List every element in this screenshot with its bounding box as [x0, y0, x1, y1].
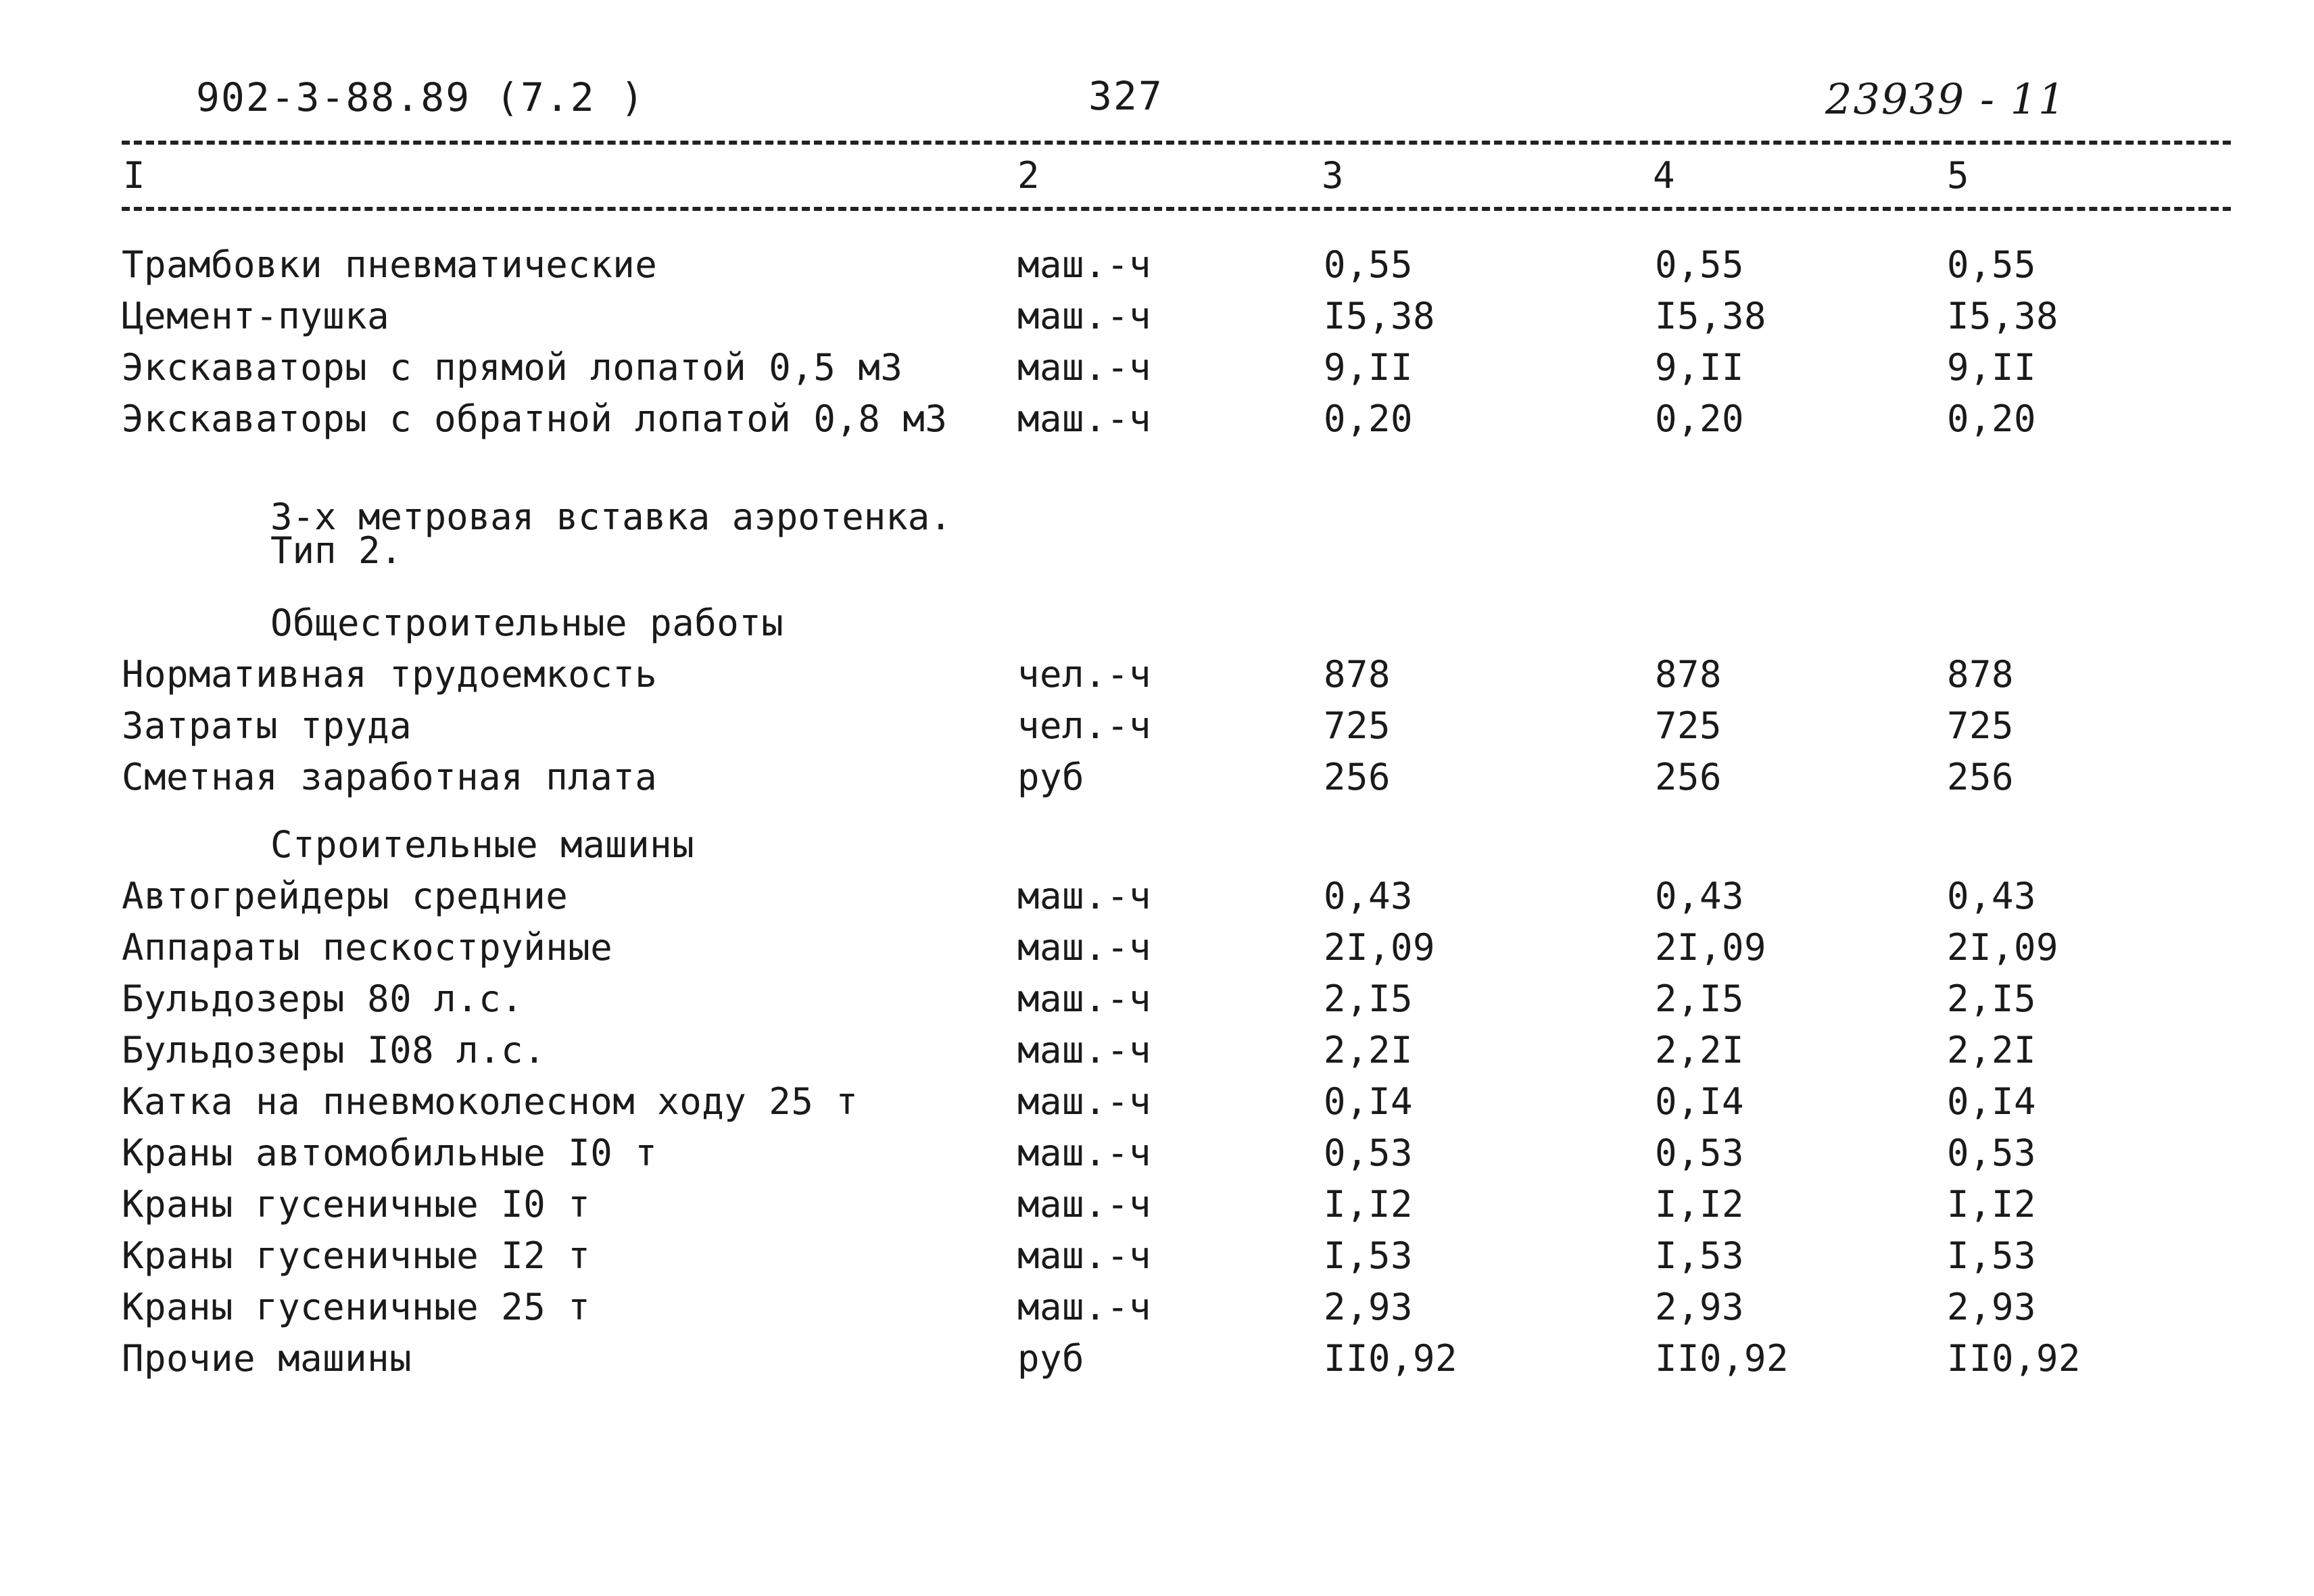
row-unit: маш.-ч	[1017, 243, 1152, 286]
row-unit: маш.-ч	[1017, 1080, 1152, 1123]
row-value-col5: II0,92	[1947, 1337, 2081, 1380]
row-value-col5: 0,20	[1947, 397, 2037, 440]
row-value-col5: 0,I4	[1947, 1080, 2037, 1123]
row-value-col4: 2,2I	[1655, 1029, 1745, 1071]
header-divider-top	[122, 141, 2231, 145]
table-row	[0, 346, 2314, 393]
row-value-col5: 9,II	[1947, 346, 2037, 389]
row-value-col5: 2,93	[1947, 1286, 2037, 1328]
row-name: Краны гусеничные I2 т	[122, 1234, 591, 1277]
handwritten-stamp: 23939 - 11	[1825, 74, 2067, 124]
row-value-col4: 0,I4	[1655, 1080, 1745, 1123]
row-value-col4: 725	[1655, 704, 1722, 747]
row-value-col3: 0,I4	[1324, 1080, 1414, 1123]
row-value-col4: 2,93	[1655, 1286, 1745, 1328]
row-name: Прочие машины	[122, 1337, 412, 1380]
row-value-col3: 2,2I	[1324, 1029, 1414, 1071]
row-name: Автогрейдеры средние	[122, 875, 569, 917]
row-value-col3: II0,92	[1324, 1337, 1458, 1380]
table-row	[0, 926, 2314, 973]
row-value-col4: I5,38	[1655, 295, 1767, 337]
row-value-col3: 9,II	[1324, 346, 1414, 389]
row-unit: маш.-ч	[1017, 977, 1152, 1020]
row-unit: маш.-ч	[1017, 875, 1152, 917]
row-value-col4: 0,20	[1655, 397, 1745, 440]
table-row	[0, 756, 2314, 803]
section-title-line-2: Тип 2.	[270, 529, 403, 572]
row-unit: маш.-ч	[1017, 1132, 1152, 1174]
row-value-col4: 0,43	[1655, 875, 1745, 917]
column-header-4: 4	[1653, 154, 1675, 197]
row-value-col5: I5,38	[1947, 295, 2059, 337]
row-name: Катка на пневмоколесном ходу 25 т	[122, 1080, 859, 1123]
row-unit: маш.-ч	[1017, 1234, 1152, 1277]
row-unit: руб	[1017, 756, 1085, 798]
row-value-col3: 256	[1324, 756, 1391, 798]
column-header-2: 2	[1017, 154, 1040, 197]
table-row	[0, 653, 2314, 700]
table-row	[0, 397, 2314, 445]
table-row	[0, 1080, 2314, 1128]
subsection-title-general-works	[0, 602, 2314, 649]
header-divider-bottom	[122, 207, 2231, 211]
row-value-col4: 9,II	[1655, 346, 1745, 389]
row-unit: руб	[1017, 1337, 1085, 1380]
table-row	[0, 977, 2314, 1025]
subsection-title-text: Строительные машины	[270, 823, 695, 866]
table-row	[0, 1132, 2314, 1179]
row-value-col3: 0,43	[1324, 875, 1414, 917]
row-value-col3: 2,93	[1324, 1286, 1414, 1328]
row-value-col5: 0,53	[1947, 1132, 2037, 1174]
row-unit: маш.-ч	[1017, 295, 1152, 337]
row-name: Аппараты пескоструйные	[122, 926, 613, 969]
column-header-5: 5	[1947, 154, 1969, 197]
row-name: Экскаваторы с прямой лопатой 0,5 м3	[122, 346, 903, 389]
row-value-col5: I,I2	[1947, 1183, 2037, 1226]
row-name: Сметная заработная плата	[122, 756, 658, 798]
row-value-col3: 0,20	[1324, 397, 1414, 440]
row-value-col3: I5,38	[1324, 295, 1436, 337]
column-header-1: I	[123, 154, 145, 197]
row-name: Бульдозеры 80 л.с.	[122, 977, 524, 1020]
row-value-col3: 0,53	[1324, 1132, 1414, 1174]
table-row	[0, 704, 2314, 752]
subsection-title-machines	[0, 823, 2314, 871]
row-unit: маш.-ч	[1017, 1183, 1152, 1226]
row-name: Краны автомобильные I0 т	[122, 1132, 658, 1174]
row-value-col4: 2,I5	[1655, 977, 1745, 1020]
row-unit: чел.-ч	[1017, 704, 1152, 747]
row-value-col4: 2I,09	[1655, 926, 1767, 969]
row-value-col4: 256	[1655, 756, 1722, 798]
row-value-col3: 725	[1324, 704, 1391, 747]
row-name: Бульдозеры I08 л.с.	[122, 1029, 546, 1071]
row-value-col5: 2,I5	[1947, 977, 2037, 1020]
row-unit: маш.-ч	[1017, 1286, 1152, 1328]
table-row	[0, 1183, 2314, 1230]
row-value-col4: 878	[1655, 653, 1722, 696]
row-value-col3: 878	[1324, 653, 1391, 696]
page-number: 327	[1088, 73, 1163, 119]
column-header-3: 3	[1322, 154, 1344, 197]
row-value-col3: 2I,09	[1324, 926, 1436, 969]
row-value-col3: 0,55	[1324, 243, 1414, 286]
row-value-col5: I,53	[1947, 1234, 2037, 1277]
table-row	[0, 1286, 2314, 1333]
row-unit: маш.-ч	[1017, 926, 1152, 969]
row-value-col4: 0,55	[1655, 243, 1745, 286]
row-value-col5: 2I,09	[1947, 926, 2059, 969]
table-row	[0, 243, 2314, 291]
row-value-col5: 878	[1947, 653, 2015, 696]
table-row	[0, 1234, 2314, 1282]
row-value-col5: 0,55	[1947, 243, 2037, 286]
row-value-col3: I,53	[1324, 1234, 1414, 1277]
row-name: Нормативная трудоемкость	[122, 653, 658, 696]
row-value-col3: I,I2	[1324, 1183, 1414, 1226]
row-name: Трамбовки пневматические	[122, 243, 658, 286]
row-value-col4: 0,53	[1655, 1132, 1745, 1174]
row-name: Экскаваторы с обратной лопатой 0,8 м3	[122, 397, 948, 440]
row-unit: маш.-ч	[1017, 1029, 1152, 1071]
row-unit: чел.-ч	[1017, 653, 1152, 696]
row-value-col5: 2,2I	[1947, 1029, 2037, 1071]
table-row	[0, 295, 2314, 342]
row-value-col5: 0,43	[1947, 875, 2037, 917]
row-value-col5: 725	[1947, 704, 2015, 747]
table-row	[0, 875, 2314, 922]
row-name: Краны гусеничные 25 т	[122, 1286, 591, 1328]
table-row	[0, 1029, 2314, 1076]
subsection-title-text: Общестроительные работы	[270, 602, 784, 644]
document-code: 902-3-88.89 (7.2 )	[196, 74, 646, 120]
row-unit: маш.-ч	[1017, 346, 1152, 389]
row-unit: маш.-ч	[1017, 397, 1152, 440]
row-value-col4: II0,92	[1655, 1337, 1789, 1380]
row-name: Затраты труда	[122, 704, 412, 747]
row-name: Цемент-пушка	[122, 295, 390, 337]
section-title-line-1: 3-х метровая вставка аэротенка.	[270, 495, 952, 538]
row-name: Краны гусеничные I0 т	[122, 1183, 591, 1226]
table-row	[0, 1337, 2314, 1384]
row-value-col3: 2,I5	[1324, 977, 1414, 1020]
row-value-col4: I,I2	[1655, 1183, 1745, 1226]
row-value-col5: 256	[1947, 756, 2015, 798]
row-value-col4: I,53	[1655, 1234, 1745, 1277]
